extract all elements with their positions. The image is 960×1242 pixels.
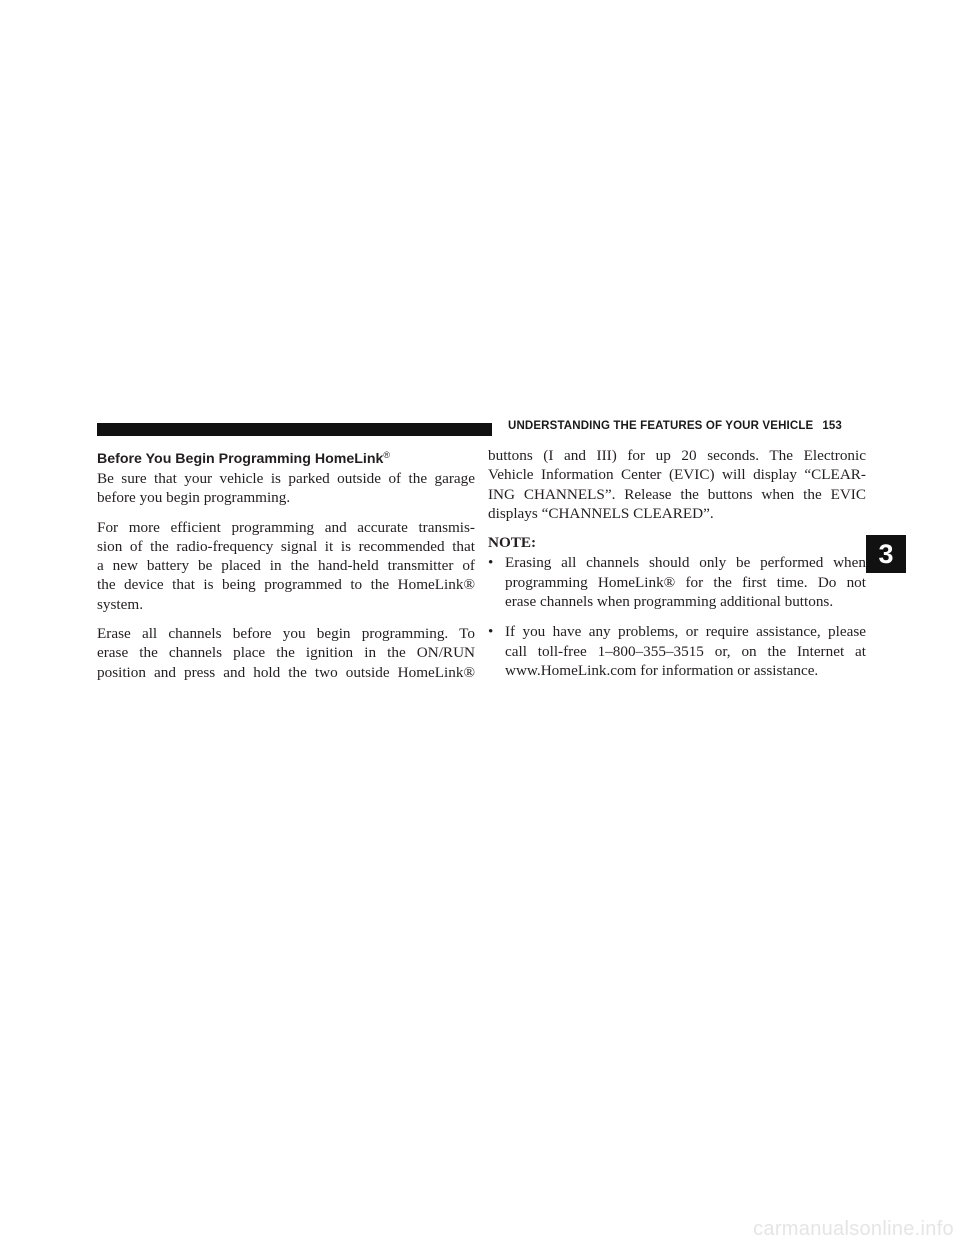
paragraph-erase: Erase all channels before you begin programming. To erase the channels place the ignition in the ON/RUN position and press and hold the two outside HomeLink® (97, 625, 475, 681)
list-item: • If you have any problems, or require assistance, please call toll-free 1–800–355–3515 or, on the Internet at www.HomeLink.com for information or assistance. (488, 623, 866, 679)
running-header (508, 420, 842, 432)
chapter-tab: 3 (866, 535, 906, 573)
page-number: 153 (822, 420, 842, 432)
section-heading (97, 446, 475, 468)
heading-text: Before You Begin Programming HomeLink (97, 451, 384, 467)
paragraph-parking: Be sure that your vehicle is parked outside of the garage before you begin programming. (97, 470, 475, 507)
paragraph-erase-continued: buttons (I and III) for up 20 seconds. The Electronic Vehicle Information Center (EVIC) will display “CLEAR- ING CHANNELS”. Release the buttons when the EVIC displays “CHANNELS CLEARED”. (488, 447, 866, 522)
right-column (488, 446, 866, 691)
bullet-icon: • (488, 554, 494, 572)
registered-mark: ® (383, 450, 391, 460)
left-column (97, 446, 475, 692)
paragraph-battery: For more efficient programming and accurate transmis- sion of the radio-frequency signal it is recommended that a new battery be placed in the hand-held transmitter of the device that is being programmed to the HomeLink® system. (97, 518, 475, 613)
list-item: • Erasing all channels should only be performed when programming HomeLink® for the first time. Do not erase channels when programming additional buttons. (488, 554, 866, 611)
section-title: UNDERSTANDING THE FEATURES OF YOUR VEHICLE (508, 420, 814, 432)
note-list (488, 553, 866, 680)
header-rule (97, 423, 492, 436)
note-label: NOTE: (488, 534, 537, 552)
bullet-icon: • (488, 623, 494, 641)
watermark: carmanualsonline.info (753, 1218, 954, 1240)
